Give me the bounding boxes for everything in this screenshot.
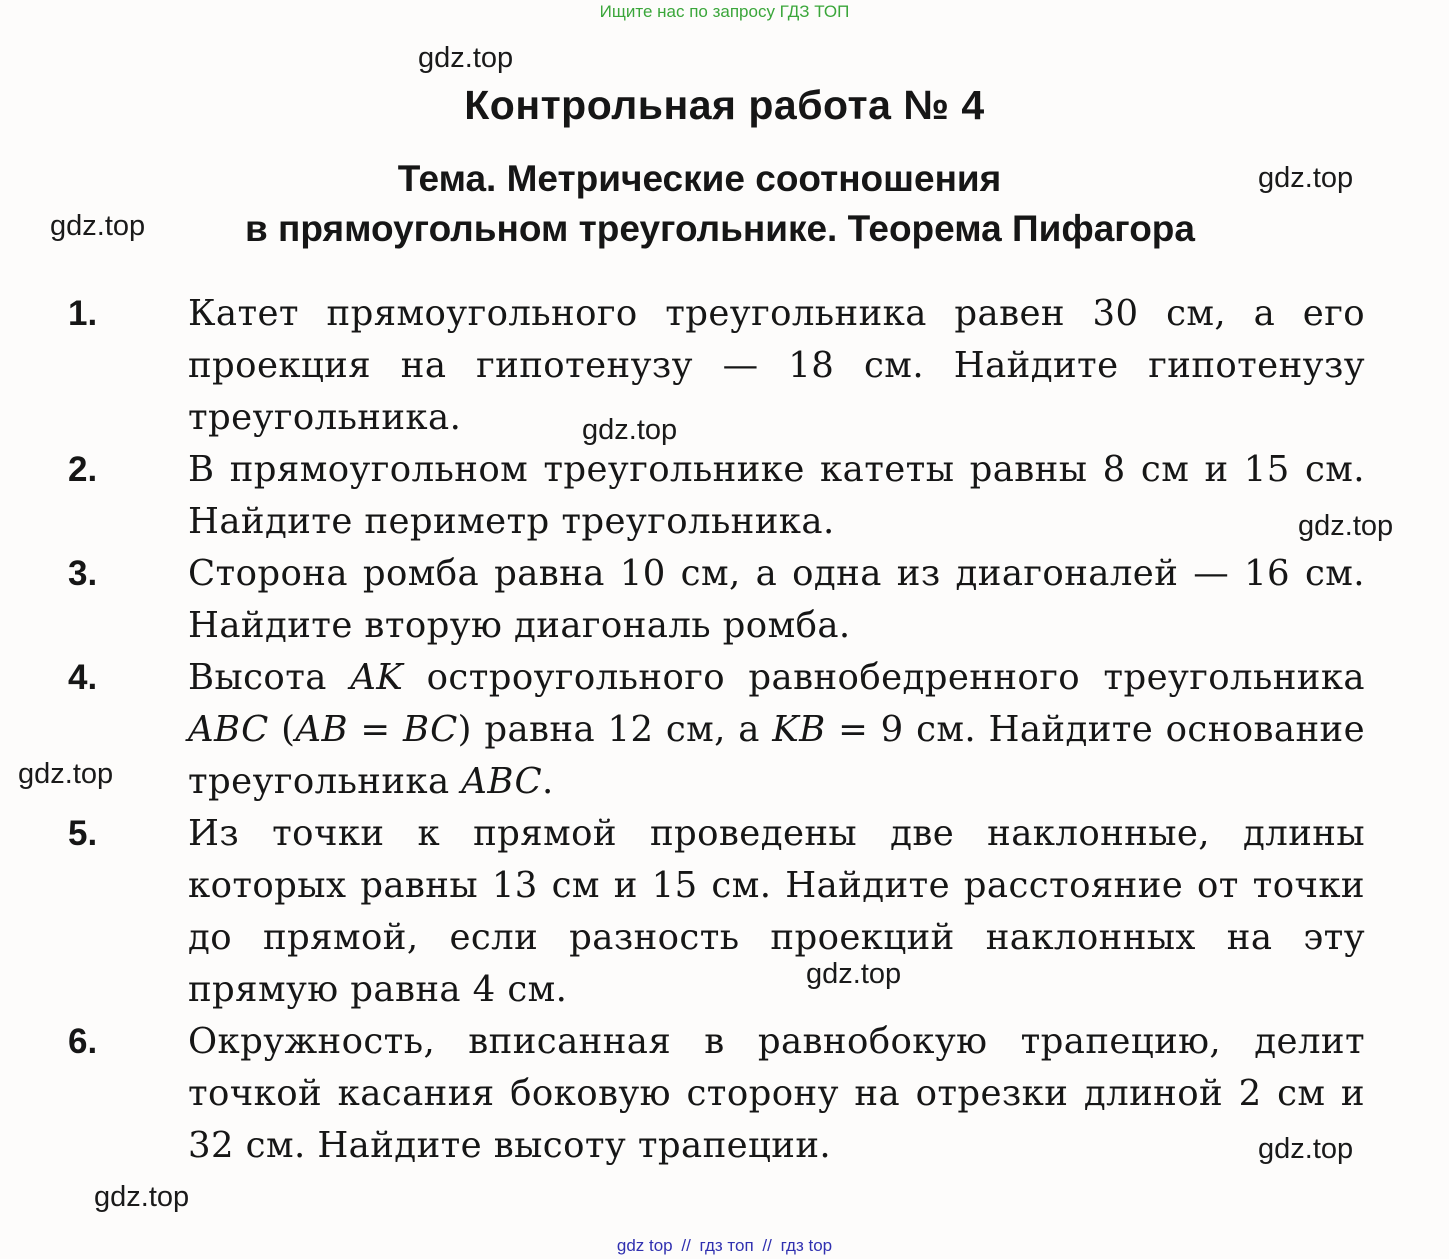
watermark: gdz.top (50, 210, 146, 242)
page-title: Контрольная работа № 4 (464, 82, 985, 128)
problem-text: Окружность, вписанная в равнобокую трапецию, делит точкой касания боковую сторону на отрезки длиной 2 см и 32 см. Найдите высоту трапеции. (188, 1021, 1365, 1166)
problem-item (0, 1016, 1449, 1172)
problem-text: Сторона ромба равна 10 см, а одна из диагоналей — 16 см. Найдите вторую диагональ ромба. (188, 553, 1365, 646)
text-fragment: = (347, 709, 403, 750)
watermark: gdz.top (1258, 162, 1354, 194)
problem-number: 5. (68, 814, 98, 853)
math-variable: AB (295, 709, 348, 750)
topic-line-2: в прямоугольном треугольнике. Теорема Пифагора (245, 208, 1195, 249)
problem-text: Катет прямоугольного треугольника равен 30 см, а его проекция на гипотенузу — 18 см. Найдите гипотенузу треугольника. (188, 293, 1365, 438)
watermark: gdz.top (94, 1181, 190, 1213)
top-banner[interactable]: Ищите нас по запросу ГДЗ ТОП (599, 2, 850, 21)
bottom-link[interactable]: гдз топ (699, 1236, 754, 1255)
watermark: gdz.top (1298, 510, 1394, 542)
problem-item (0, 288, 1449, 444)
math-variable: KB (772, 709, 826, 750)
problem-number: 6. (68, 1022, 98, 1061)
watermark: gdz.top (582, 414, 678, 446)
text-fragment: остроугольного равнобедренного треугольника (403, 657, 1365, 698)
watermark: gdz.top (18, 758, 114, 790)
watermark: gdz.top (418, 42, 514, 74)
text-fragment: ) равна 12 см, а (457, 709, 773, 750)
problem-list (0, 288, 1449, 1172)
math-variable: AK (350, 657, 404, 698)
bottom-link[interactable]: гдз top (780, 1236, 833, 1255)
watermark: gdz.top (806, 958, 902, 990)
bottom-link[interactable]: gdz top (616, 1236, 673, 1255)
problem-number: 3. (68, 554, 98, 593)
problem-text: В прямоугольном треугольнике катеты равны 8 см и 15 см. Найдите периметр треугольника. (188, 449, 1365, 542)
text-fragment: = 9 см. Найдите основание треугольника (188, 709, 1366, 802)
text-fragment: ( (268, 709, 296, 750)
problem-number: 2. (68, 450, 98, 489)
problem-item (0, 808, 1449, 1016)
problem-number: 1. (68, 294, 98, 333)
separator: // (762, 1236, 772, 1255)
bottom-banner (0, 1233, 1449, 1259)
math-variable: ABC (188, 709, 269, 750)
problem-text: Из точки к прямой проведены две наклонные, длины которых равны 13 см и 15 см. Найдите расстояние от точки до прямой, если разность проекций наклонных на эту прямую равна 4 см. (188, 813, 1365, 1010)
problem-text (188, 652, 1365, 808)
topic-line-1: Тема. Метрические соотношения (397, 158, 1002, 199)
problem-number: 4. (68, 658, 98, 697)
separator: // (681, 1236, 691, 1255)
watermark: gdz.top (1258, 1133, 1354, 1165)
problem-item (0, 548, 1449, 652)
problem-item (0, 652, 1449, 808)
text-fragment: . (542, 761, 554, 802)
math-variable: BC (402, 709, 458, 750)
problem-item (0, 444, 1449, 548)
text-fragment: Высота (188, 657, 351, 698)
math-variable: ABC (461, 761, 543, 802)
